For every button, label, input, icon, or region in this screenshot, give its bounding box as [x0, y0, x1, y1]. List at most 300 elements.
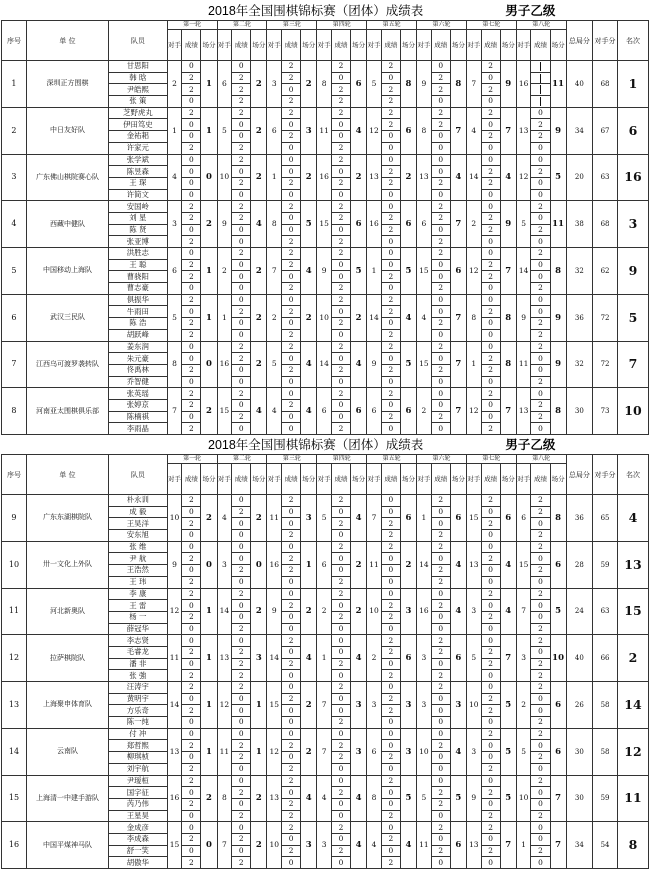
opponent-number: 5	[516, 728, 531, 775]
game-result: 2	[232, 810, 251, 822]
game-result: 0	[431, 705, 450, 717]
game-result: 0	[531, 423, 550, 435]
opponent-number: 6	[217, 61, 232, 108]
game-result: 2	[431, 283, 450, 295]
opponent-number: 3	[417, 682, 432, 729]
player-name: 国字征	[109, 787, 168, 799]
game-result: 0	[531, 364, 550, 376]
match-points: 7	[500, 248, 516, 295]
game-result: 0	[531, 787, 550, 799]
result-marker	[540, 74, 542, 83]
game-result: 2	[282, 399, 301, 411]
player-name: 郑哲煕	[109, 740, 168, 752]
match-points: 2	[301, 61, 317, 108]
opponent-score: 63	[593, 588, 618, 635]
game-result: 0	[182, 166, 201, 178]
header-res: 成绩	[381, 30, 400, 61]
game-result: 2	[431, 236, 450, 248]
opponent-number: 15	[167, 822, 182, 869]
game-result: 0	[232, 423, 251, 435]
player-name: 洪胜志	[109, 248, 168, 260]
opponent-number: 16	[217, 341, 232, 388]
header-opp: 对手	[466, 464, 481, 495]
opponent-number: 4	[417, 294, 432, 341]
game-result: 0	[381, 506, 400, 518]
opponent-number: 13	[466, 822, 481, 869]
header-res: 成绩	[431, 464, 450, 495]
header-res: 成绩	[182, 30, 201, 61]
opponent-number: 14	[466, 154, 481, 201]
game-result: 2	[331, 318, 350, 330]
table-row	[2, 341, 649, 353]
header-round: 第七轮	[466, 455, 516, 464]
game-result: 2	[431, 845, 450, 857]
game-result	[531, 96, 550, 108]
match-points: 1	[251, 682, 267, 729]
player-name: 李志贤	[109, 635, 168, 647]
game-result: 0	[282, 189, 301, 201]
header-pts: 场分	[351, 30, 367, 61]
team-name: 中日友好队	[26, 107, 108, 154]
player-name: 尹皓熙	[109, 84, 168, 96]
player-name: 胡跃峰	[109, 329, 168, 341]
game-result: 0	[282, 646, 301, 658]
table-row	[2, 635, 649, 647]
game-result: 2	[232, 411, 251, 423]
match-points: 6	[400, 495, 416, 542]
table-row	[2, 495, 649, 507]
game-result: 0	[481, 541, 500, 553]
header-round: 第四轮	[317, 21, 367, 30]
game-result: 0	[481, 248, 500, 260]
game-result: 2	[182, 318, 201, 330]
player-name: 胡傲华	[109, 857, 168, 869]
game-result: 0	[481, 600, 500, 612]
opponent-number: 3	[466, 728, 481, 775]
opponent-score: 73	[593, 388, 618, 435]
header-round: 第七轮	[466, 21, 516, 30]
player-name: 柳琪桢	[109, 752, 168, 764]
game-result: 0	[232, 576, 251, 588]
header-res: 成绩	[282, 464, 301, 495]
match-points: 3	[351, 682, 367, 729]
player-name: 朱元豪	[109, 353, 168, 365]
match-points: 2	[251, 248, 267, 295]
team-name: 河南亚太围棋俱乐部	[26, 388, 108, 435]
opponent-number: 13	[267, 775, 282, 822]
opponent-score: 63	[593, 154, 618, 201]
opponent-number: 1	[417, 495, 432, 542]
game-result: 0	[182, 411, 201, 423]
game-result: 2	[232, 341, 251, 353]
match-points: 4	[450, 541, 466, 588]
final-rank: 2	[617, 635, 648, 682]
game-result: 2	[331, 107, 350, 119]
game-result: 2	[531, 248, 550, 260]
game-result: 0	[331, 833, 350, 845]
player-name: 安国岭	[109, 201, 168, 213]
match-points: 8	[500, 294, 516, 341]
table-row	[2, 248, 649, 260]
player-name: 方乐奇	[109, 705, 168, 717]
game-result: 2	[481, 259, 500, 271]
game-result: 2	[182, 763, 201, 775]
game-result: 2	[431, 248, 450, 260]
match-points: 1	[201, 107, 217, 154]
game-result: 0	[431, 189, 450, 201]
match-points: 0	[201, 541, 217, 588]
match-points: 4	[500, 588, 516, 635]
header-pts: 场分	[351, 464, 367, 495]
team-name: 河北新奥队	[26, 588, 108, 635]
game-result: 0	[232, 376, 251, 388]
game-result: 0	[182, 376, 201, 388]
player-name: 陈昱森	[109, 166, 168, 178]
opponent-number: 7	[516, 588, 531, 635]
opponent-number: 5	[417, 775, 432, 822]
game-result: 0	[182, 728, 201, 740]
match-points: 4	[500, 541, 516, 588]
match-points: 3	[301, 822, 317, 869]
game-result: 2	[182, 142, 201, 154]
game-result: 0	[481, 530, 500, 542]
match-points: 8	[500, 341, 516, 388]
game-result: 0	[232, 236, 251, 248]
player-name: 尹瑷桓	[109, 775, 168, 787]
header-members: 队员	[109, 455, 168, 495]
game-result: 0	[182, 822, 201, 834]
game-result: 2	[531, 119, 550, 131]
final-rank: 11	[617, 775, 648, 822]
game-result: 0	[282, 423, 301, 435]
opponent-score: 67	[593, 107, 618, 154]
opponent-number: 9	[367, 341, 382, 388]
header-round: 第五轮	[367, 21, 417, 30]
game-result: 2	[182, 388, 201, 400]
team-name: 中国移动上海队	[26, 248, 108, 295]
game-result: 0	[431, 376, 450, 388]
opponent-number: 12	[516, 154, 531, 201]
match-points: 3	[450, 682, 466, 729]
game-result: 0	[381, 588, 400, 600]
score-sheet-1	[0, 0, 650, 434]
game-result: 2	[232, 623, 251, 635]
table-row	[2, 682, 649, 694]
opponent-number: 8	[317, 61, 332, 108]
sheet-title: 2018年全国围棋锦标赛（团体）成绩表	[208, 438, 424, 452]
game-result: 0	[381, 131, 400, 143]
match-points: 7	[500, 635, 516, 682]
player-name: 刘宇航	[109, 763, 168, 775]
total-games: 20	[566, 154, 592, 201]
game-result: 0	[182, 787, 201, 799]
opponent-score: 54	[593, 822, 618, 869]
match-points: 6	[550, 728, 566, 775]
game-result: 0	[431, 658, 450, 670]
opponent-number: 7	[317, 728, 332, 775]
game-result: 2	[381, 752, 400, 764]
game-result: 2	[232, 833, 251, 845]
game-result: 0	[481, 341, 500, 353]
opponent-number: 13	[167, 728, 182, 775]
game-result: 0	[232, 763, 251, 775]
game-result: 2	[531, 283, 550, 295]
game-result: 0	[531, 388, 550, 400]
match-points: 7	[500, 388, 516, 435]
game-result: 2	[331, 822, 350, 834]
game-result: 2	[182, 259, 201, 271]
game-result: 2	[531, 670, 550, 682]
match-points: 2	[301, 294, 317, 341]
game-result	[531, 84, 550, 96]
game-result: 2	[431, 787, 450, 799]
team-number: 6	[2, 294, 27, 341]
game-result: 0	[381, 154, 400, 166]
opponent-number: 14	[167, 682, 182, 729]
game-result: 0	[282, 142, 301, 154]
game-result: 2	[331, 236, 350, 248]
match-points: 4	[351, 635, 367, 682]
opponent-number: 16	[367, 201, 382, 248]
game-result: 0	[232, 728, 251, 740]
game-result: 0	[282, 670, 301, 682]
game-result: 2	[282, 798, 301, 810]
opponent-number: 7	[267, 248, 282, 295]
opponent-number: 6	[167, 248, 182, 295]
game-result: 0	[531, 600, 550, 612]
header-opp: 对手	[466, 30, 481, 61]
game-result: 2	[481, 131, 500, 143]
match-points: 9	[500, 61, 516, 108]
game-result: 2	[182, 553, 201, 565]
team-number: 9	[2, 495, 27, 542]
game-result: 2	[232, 306, 251, 318]
game-result: 2	[282, 131, 301, 143]
game-result: 0	[481, 96, 500, 108]
match-points: 2	[251, 61, 267, 108]
game-result: 0	[481, 189, 500, 201]
game-result: 0	[381, 236, 400, 248]
match-points: 0	[201, 341, 217, 388]
header-pts: 场分	[301, 464, 317, 495]
game-result: 0	[481, 329, 500, 341]
player-name: 金成彦	[109, 822, 168, 834]
opponent-number: 7	[167, 388, 182, 435]
game-result	[531, 61, 550, 73]
game-result: 2	[381, 857, 400, 869]
game-result: 2	[331, 658, 350, 670]
header-round: 第二轮	[217, 455, 267, 464]
game-result: 0	[331, 810, 350, 822]
opponent-score: 72	[593, 341, 618, 388]
game-result: 2	[331, 154, 350, 166]
opponent-score: 59	[593, 541, 618, 588]
player-name: 佟禹林	[109, 364, 168, 376]
opponent-number: 5	[317, 495, 332, 542]
game-result: 0	[481, 236, 500, 248]
opponent-number: 9	[317, 248, 332, 295]
game-result: 2	[531, 318, 550, 330]
player-name: 成 毅	[109, 506, 168, 518]
game-result: 0	[331, 728, 350, 740]
game-result: 0	[481, 119, 500, 131]
game-result: 2	[481, 107, 500, 119]
game-result: 2	[381, 705, 400, 717]
opponent-number: 15	[267, 682, 282, 729]
header-pts: 场分	[301, 30, 317, 61]
game-result: 0	[232, 530, 251, 542]
game-result: 0	[331, 329, 350, 341]
game-result: 0	[531, 306, 550, 318]
opponent-number: 13	[417, 154, 432, 201]
game-result: 2	[182, 646, 201, 658]
game-result: 2	[381, 411, 400, 423]
opponent-number: 5	[466, 635, 481, 682]
opponent-number: 5	[217, 107, 232, 154]
game-result: 0	[331, 306, 350, 318]
match-points: 6	[550, 541, 566, 588]
game-result: 2	[431, 670, 450, 682]
header-opp: 对手	[317, 30, 332, 61]
game-result: 0	[431, 61, 450, 73]
opponent-number: 3	[417, 635, 432, 682]
match-points: 3	[301, 495, 317, 542]
game-result: 2	[282, 775, 301, 787]
match-points: 7	[450, 201, 466, 248]
game-result: 2	[481, 423, 500, 435]
opponent-number: 10	[367, 588, 382, 635]
header-round: 第六轮	[417, 21, 467, 30]
game-result: 2	[232, 177, 251, 189]
game-result: 0	[431, 752, 450, 764]
sheet-subtitle: 男子乙级	[505, 438, 556, 452]
header-res: 成绩	[182, 464, 201, 495]
opponent-number: 9	[466, 775, 481, 822]
player-name: 张 強	[109, 670, 168, 682]
game-result: 2	[431, 530, 450, 542]
team-name: 广东东湖棋院队	[26, 495, 108, 542]
game-result: 2	[282, 600, 301, 612]
player-name: 李 康	[109, 588, 168, 600]
opponent-number: 6	[317, 541, 332, 588]
game-result: 0	[232, 259, 251, 271]
game-result: 2	[232, 658, 251, 670]
game-result: 2	[481, 553, 500, 565]
opponent-number: 11	[367, 541, 382, 588]
game-result: 0	[531, 576, 550, 588]
opponent-number: 11	[267, 495, 282, 542]
game-result: 2	[282, 96, 301, 108]
team-number: 2	[2, 107, 27, 154]
game-result: 2	[232, 588, 251, 600]
game-result: 0	[232, 717, 251, 729]
match-points: 5	[400, 248, 416, 295]
match-points: 2	[301, 682, 317, 729]
game-result: 2	[481, 822, 500, 834]
game-result: 0	[282, 212, 301, 224]
final-rank: 6	[617, 107, 648, 154]
header-round: 第八轮	[516, 21, 566, 30]
team-number: 5	[2, 248, 27, 295]
match-points: 4	[400, 822, 416, 869]
game-result: 0	[531, 353, 550, 365]
match-points: 2	[251, 588, 267, 635]
opponent-number: 4	[217, 495, 232, 542]
game-result: 2	[232, 740, 251, 752]
opponent-number: 3	[317, 822, 332, 869]
game-result: 2	[182, 611, 201, 623]
game-result: 2	[232, 212, 251, 224]
match-points: 7	[500, 107, 516, 154]
match-points: 8	[550, 495, 566, 542]
match-points: 2	[201, 775, 217, 822]
game-result: 2	[331, 201, 350, 213]
game-result: 0	[232, 166, 251, 178]
game-result: 2	[431, 576, 450, 588]
final-rank: 13	[617, 541, 648, 588]
game-result: 0	[431, 623, 450, 635]
game-result: 0	[232, 318, 251, 330]
game-result: 2	[182, 798, 201, 810]
final-rank: 14	[617, 682, 648, 729]
game-result: 0	[232, 283, 251, 295]
game-result: 0	[431, 423, 450, 435]
game-result: 0	[531, 236, 550, 248]
game-result: 2	[232, 154, 251, 166]
game-result: 0	[182, 752, 201, 764]
game-result: 0	[481, 142, 500, 154]
match-points: 2	[251, 107, 267, 154]
game-result: 2	[331, 84, 350, 96]
player-name: 王星昊	[109, 810, 168, 822]
game-result: 2	[282, 845, 301, 857]
header-pts: 场分	[201, 30, 217, 61]
game-result: 2	[481, 353, 500, 365]
match-points: 4	[251, 201, 267, 248]
team-number: 14	[2, 728, 27, 775]
game-result: 0	[481, 576, 500, 588]
game-result: 2	[481, 84, 500, 96]
opponent-number: 3	[217, 541, 232, 588]
game-result: 2	[531, 201, 550, 213]
opponent-number: 4	[167, 154, 182, 201]
game-result: 0	[182, 810, 201, 822]
game-result: 0	[282, 611, 301, 623]
match-points: 6	[400, 388, 416, 435]
game-result: 0	[282, 388, 301, 400]
game-result: 0	[282, 833, 301, 845]
game-result: 0	[381, 248, 400, 260]
player-name: 汪涛宇	[109, 682, 168, 694]
game-result: 0	[182, 693, 201, 705]
opponent-number: 2	[417, 388, 432, 435]
header-round: 第二轮	[217, 21, 267, 30]
opponent-number: 2	[167, 61, 182, 108]
game-result: 0	[331, 646, 350, 658]
total-games: 34	[566, 822, 592, 869]
game-result: 0	[381, 353, 400, 365]
game-result: 0	[232, 329, 251, 341]
game-result: 2	[531, 775, 550, 787]
total-games: 38	[566, 201, 592, 248]
game-result: 0	[182, 600, 201, 612]
header-opp: 对手	[317, 464, 332, 495]
game-result: 0	[531, 833, 550, 845]
game-result: 2	[531, 623, 550, 635]
opponent-number: 6	[367, 388, 382, 435]
game-result: 2	[232, 388, 251, 400]
match-points: 7	[450, 107, 466, 154]
